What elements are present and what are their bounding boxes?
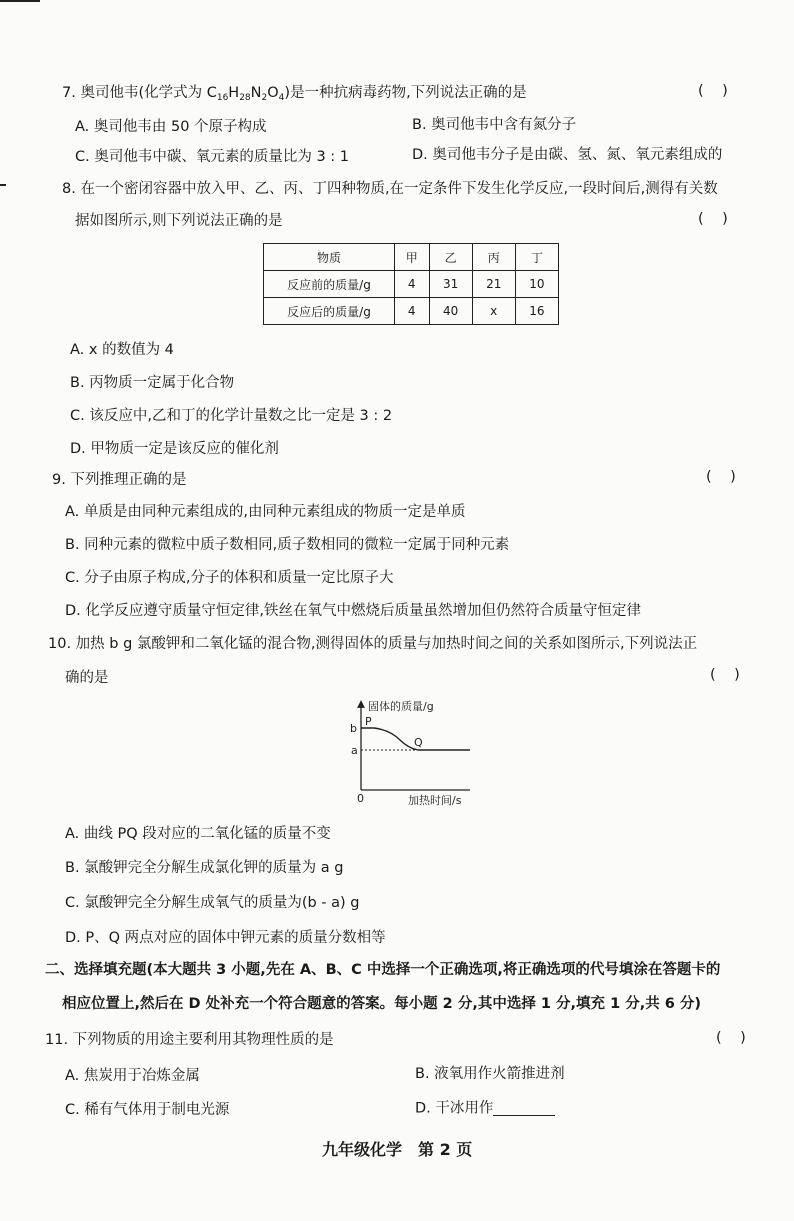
table-cell: 4 [395, 271, 430, 298]
q11-fill-blank[interactable] [493, 1101, 555, 1116]
origin-label: 0 [357, 792, 364, 805]
q7-stem-end: )是一种抗病毒药物,下列说法正确的是 [284, 85, 527, 101]
q9-option-a: A. 单质是由同种元素组成的,由同种元素组成的物质一定是单质 [65, 504, 466, 520]
q7-option-d: D. 奥司他韦分子是由碳、氢、氮、氧元素组成的 [412, 147, 723, 163]
q7-option-b: B. 奥司他韦中含有氮分子 [412, 117, 577, 133]
q7-option-a: A. 奥司他韦由 50 个原子构成 [75, 119, 267, 135]
q9-stem: 9. 下列推理正确的是 [52, 472, 187, 488]
formula-sub-o: 4 [278, 93, 285, 103]
scan-margin-mark [0, 184, 6, 186]
q10-option-c: C. 氯酸钾完全分解生成氧气的质量为(b - a) g [65, 895, 360, 911]
q11-option-d [415, 1101, 555, 1116]
table-cell: x [472, 298, 515, 325]
q11-option-b: B. 液氧用作火箭推进剂 [415, 1066, 565, 1082]
y-axis-label: 固体的质量/g [368, 700, 434, 713]
formula-o: O [267, 85, 279, 101]
formula-sub-c: 16 [216, 93, 229, 103]
section2-heading-line1: 二、选择填充题(本大题共 3 小题,先在 A、B、C 中选择一个正确选项,将正确选项的代号填涂在答题卡的 [45, 962, 721, 978]
mass-time-graph [340, 698, 490, 808]
q9-answer-paren: ( ) [706, 469, 736, 485]
q10-option-b: B. 氯酸钾完全分解生成氯化钾的质量为 a g [65, 860, 344, 876]
q11-answer-paren: ( ) [716, 1030, 746, 1046]
q9-option-b: B. 同种元素的微粒中质子数相同,质子数相同的微粒一定属于同种元素 [65, 537, 510, 553]
section2-heading-line2: 相应位置上,然后在 D 处补充一个符合题意的答案。每小题 2 分,其中选择 1 分,填充 1 分,共 6 分) [62, 996, 702, 1012]
q11-option-c: C. 稀有气体用于制电光源 [65, 1102, 230, 1118]
table-cell: 10 [515, 271, 558, 298]
mass-data-table [263, 243, 559, 325]
table-header-cell: 甲 [395, 244, 430, 271]
table-cell: 反应前的质量/g [264, 271, 395, 298]
q8-option-a: A. x 的数值为 4 [70, 342, 174, 358]
table-row [264, 271, 559, 298]
formula-sub-n: 2 [261, 93, 268, 103]
table-header-row [264, 244, 559, 271]
q11-option-a: A. 焦炭用于冶炼金属 [65, 1068, 200, 1084]
table-row [264, 298, 559, 325]
table-cell: 4 [395, 298, 430, 325]
q8-stem-line1: 8. 在一个密闭容器中放入甲、乙、丙、丁四种物质,在一定条件下发生化学反应,一段时间后,测得有关数 [62, 181, 718, 197]
q7-stem-start: 7. 奥司他韦(化学式为 C [62, 85, 217, 101]
table-header-cell: 丁 [515, 244, 558, 271]
formula-n: N [250, 85, 262, 101]
table-cell: 31 [429, 271, 472, 298]
table-cell: 21 [472, 271, 515, 298]
q11-option-d-text: D. 干冰用作 [415, 1100, 494, 1117]
q10-option-d: D. P、Q 两点对应的固体中钾元素的质量分数相等 [65, 930, 386, 946]
table-cell: 反应后的质量/g [264, 298, 395, 325]
q10-stem-line1: 10. 加热 b g 氯酸钾和二氧化锰的混合物,测得固体的质量与加热时间之间的关系如图所示,下列说法正 [48, 636, 698, 652]
table-cell: 40 [429, 298, 472, 325]
q8-stem-line2: 据如图所示,则下列说法正确的是 [75, 213, 283, 229]
a-tick-label: a [351, 744, 358, 757]
table-header-cell: 物质 [264, 244, 395, 271]
formula-sub-h: 28 [239, 93, 251, 103]
q7-stem [62, 86, 527, 103]
q10-stem-line2: 确的是 [65, 670, 109, 686]
table-cell: 16 [515, 298, 558, 325]
q8-option-c: C. 该反应中,乙和丁的化学计量数之比一定是 3 : 2 [70, 408, 393, 424]
point-p-label: P [365, 715, 372, 728]
table-header-cell: 乙 [429, 244, 472, 271]
q8-option-b: B. 丙物质一定属于化合物 [70, 375, 235, 391]
q8-option-d: D. 甲物质一定是该反应的催化剂 [70, 441, 279, 457]
point-q-label: Q [414, 736, 423, 749]
q7-answer-paren: ( ) [698, 83, 728, 99]
q10-answer-paren: ( ) [710, 667, 740, 683]
q10-option-a: A. 曲线 PQ 段对应的二氧化锰的质量不变 [65, 826, 331, 842]
table-header-cell: 丙 [472, 244, 515, 271]
formula-h: H [228, 85, 240, 101]
page-footer: 九年级化学 第 2 页 [322, 1140, 473, 1159]
q9-option-d: D. 化学反应遵守质量守恒定律,铁丝在氧气中燃烧后质量虽然增加但仍然符合质量守恒定律 [65, 603, 641, 619]
q7-option-c: C. 奥司他韦中碳、氧元素的质量比为 3 : 1 [75, 149, 350, 165]
b-tick-label: b [350, 722, 357, 735]
q9-option-c: C. 分子由原子构成,分子的体积和质量一定比原子大 [65, 570, 394, 586]
q11-stem: 11. 下列物质的用途主要利用其物理性质的是 [45, 1032, 334, 1048]
x-axis-label: 加热时间/s [408, 794, 462, 807]
scan-edge-mark [0, 0, 40, 2]
q8-answer-paren: ( ) [698, 211, 728, 227]
